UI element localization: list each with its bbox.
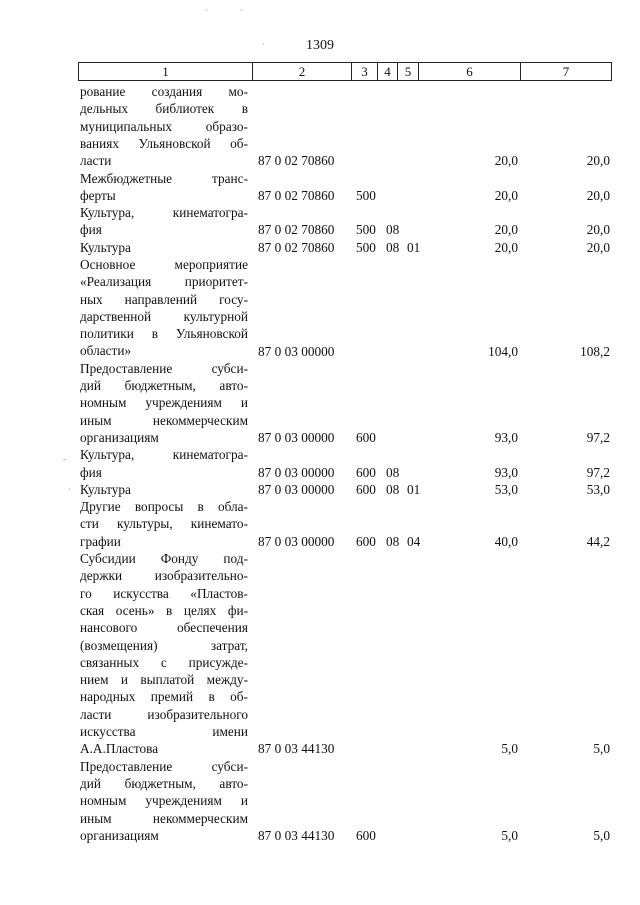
table-row bbox=[0, 498, 640, 550]
row-name-line: А.А.Пластова bbox=[80, 741, 159, 757]
row-col-2: 87 0 03 00000 bbox=[258, 429, 335, 445]
row-col-2: 87 0 03 00000 bbox=[258, 464, 335, 480]
row-name-line: Другие вопросы в обла- bbox=[80, 499, 248, 515]
row-col-6: 20,0 bbox=[494, 239, 518, 255]
row-name-line: дий бюджетным, авто- bbox=[80, 378, 248, 394]
row-name-line: Основное мероприятие bbox=[80, 257, 248, 272]
row-col-7: 44,2 bbox=[586, 533, 610, 549]
row-col-7: 20,0 bbox=[586, 153, 610, 169]
header-col-4: 4 bbox=[377, 63, 397, 80]
row-col-4: 08 bbox=[386, 533, 400, 549]
row-col-7: 53,0 bbox=[586, 481, 610, 497]
table-row bbox=[0, 550, 640, 758]
row-name-line: Межбюджетные транс- bbox=[80, 170, 248, 186]
row-name-line: Субсидии Фонду под- bbox=[80, 551, 248, 567]
table-row bbox=[0, 758, 640, 845]
row-name bbox=[80, 204, 248, 239]
row-col-7: 5,0 bbox=[593, 827, 610, 843]
row-name-line: номным учреждениям и bbox=[80, 793, 248, 809]
row-name-line: (возмещения) затрат, bbox=[80, 637, 248, 653]
row-col-6: 5,0 bbox=[501, 827, 518, 843]
row-name bbox=[80, 239, 248, 256]
row-name-line: политики в Ульяновской bbox=[80, 326, 248, 342]
row-name-line: го искусства «Пластов- bbox=[80, 585, 248, 601]
row-col-6: 40,0 bbox=[494, 533, 518, 549]
row-col-6: 20,0 bbox=[494, 222, 518, 238]
row-name-line: номным учреждениям и bbox=[80, 395, 248, 411]
row-col-6: 93,0 bbox=[494, 464, 518, 480]
row-col-4: 08 bbox=[386, 239, 400, 255]
row-col-7: 20,0 bbox=[586, 187, 610, 203]
row-name-line: Культура, кинематогра- bbox=[80, 447, 248, 463]
row-col-2: 87 0 02 70860 bbox=[258, 153, 335, 169]
row-name-line: Культура, кинематогра- bbox=[80, 205, 248, 221]
table-row bbox=[0, 83, 640, 170]
row-name-line: ская осень» в целях фи- bbox=[80, 602, 248, 618]
row-name-line: дий бюджетным, авто- bbox=[80, 775, 248, 791]
scan-speck: - bbox=[63, 455, 66, 464]
row-col-3: 600 bbox=[356, 429, 376, 445]
row-col-3: 500 bbox=[356, 222, 376, 238]
row-col-4: 08 bbox=[386, 222, 400, 238]
row-col-4: 08 bbox=[386, 464, 400, 480]
row-name-line: сти культуры, кинемато- bbox=[80, 516, 248, 532]
row-col-6: 20,0 bbox=[494, 153, 518, 169]
row-name-line: рование создания мо- bbox=[80, 84, 248, 99]
table-row bbox=[0, 239, 640, 256]
table-row bbox=[0, 446, 640, 481]
row-col-4: 08 bbox=[386, 481, 400, 497]
row-name-line: Культура bbox=[80, 239, 131, 255]
row-col-6: 20,0 bbox=[494, 187, 518, 203]
row-col-2: 87 0 02 70860 bbox=[258, 222, 335, 238]
row-col-7: 20,0 bbox=[586, 222, 610, 238]
row-name-line: «Реализация приоритет- bbox=[80, 274, 248, 290]
scan-speck: · bbox=[205, 6, 208, 15]
row-col-3: 600 bbox=[356, 481, 376, 497]
row-name-line: иным некоммерческим bbox=[80, 412, 248, 428]
row-name bbox=[80, 256, 248, 360]
table-row bbox=[0, 360, 640, 447]
row-col-6: 93,0 bbox=[494, 429, 518, 445]
row-name-line: организациям bbox=[80, 429, 159, 445]
row-col-3: 600 bbox=[356, 464, 376, 480]
table-header bbox=[78, 62, 612, 81]
row-name-line: дельных библиотек в bbox=[80, 101, 248, 117]
row-col-3: 500 bbox=[356, 187, 376, 203]
row-col-2: 87 0 03 44130 bbox=[258, 741, 335, 757]
row-name-line: держки изобразительно- bbox=[80, 568, 248, 584]
row-col-7: 97,2 bbox=[586, 429, 610, 445]
row-name-line: ласти bbox=[80, 153, 112, 169]
row-name bbox=[80, 758, 248, 844]
row-name-line: фия bbox=[80, 222, 102, 238]
header-col-1: 1 bbox=[162, 64, 169, 79]
row-name-line: Предоставление субси- bbox=[80, 360, 248, 376]
header-col-2: 2 bbox=[252, 63, 351, 80]
row-name bbox=[80, 360, 248, 446]
row-col-6: 53,0 bbox=[494, 481, 518, 497]
row-col-3: 500 bbox=[356, 239, 376, 255]
row-name-line: фия bbox=[80, 464, 102, 480]
row-col-7: 108,2 bbox=[580, 343, 610, 359]
row-col-3: 600 bbox=[356, 827, 376, 843]
row-name bbox=[80, 550, 248, 758]
row-name-line: народных премий в об- bbox=[80, 689, 248, 705]
table-row bbox=[0, 204, 640, 239]
row-name-line: иным некоммерческим bbox=[80, 810, 248, 826]
scan-speck: · bbox=[262, 40, 265, 49]
row-name-line: ферты bbox=[80, 187, 116, 203]
row-col-5: 04 bbox=[407, 533, 421, 549]
row-col-5: 01 bbox=[407, 239, 421, 255]
row-col-7: 97,2 bbox=[586, 464, 610, 480]
row-name-line: Предоставление субси- bbox=[80, 758, 248, 774]
row-name-line: Культура bbox=[80, 481, 131, 497]
page-number: 1309 bbox=[306, 38, 334, 53]
row-col-3: 600 bbox=[356, 533, 376, 549]
header-col-7: 7 bbox=[520, 63, 611, 80]
table-row bbox=[0, 481, 640, 498]
row-col-2: 87 0 02 70860 bbox=[258, 187, 335, 203]
row-col-7: 5,0 bbox=[593, 741, 610, 757]
row-name bbox=[80, 498, 248, 550]
row-col-7: 20,0 bbox=[586, 239, 610, 255]
row-name-line: нием и выплатой между- bbox=[80, 672, 248, 688]
row-name bbox=[80, 446, 248, 481]
row-col-6: 104,0 bbox=[488, 343, 518, 359]
row-col-2: 87 0 03 00000 bbox=[258, 343, 335, 359]
scan-speck: · bbox=[240, 6, 243, 15]
row-name bbox=[80, 83, 248, 169]
row-col-2: 87 0 03 44130 bbox=[258, 827, 335, 843]
row-name-line: ваниях Ульяновской об- bbox=[80, 135, 248, 151]
table-row bbox=[0, 170, 640, 205]
row-name bbox=[80, 481, 248, 498]
header-col-3: 3 bbox=[351, 63, 377, 80]
row-col-2: 87 0 02 70860 bbox=[258, 239, 335, 255]
row-name-line: организациям bbox=[80, 827, 159, 843]
row-name-line: графии bbox=[80, 533, 121, 549]
row-col-6: 5,0 bbox=[501, 741, 518, 757]
scan-speck: · bbox=[68, 485, 71, 494]
header-col-5: 5 bbox=[397, 63, 418, 80]
row-name-line: связанных с присужде- bbox=[80, 654, 248, 670]
row-name-line: муниципальных образо- bbox=[80, 118, 248, 134]
row-col-2: 87 0 03 00000 bbox=[258, 533, 335, 549]
row-name-line: ных направлений госу- bbox=[80, 291, 248, 307]
row-name bbox=[80, 170, 248, 205]
row-name-line: искусства имени bbox=[80, 724, 248, 740]
row-name-line: области» bbox=[80, 343, 132, 359]
row-col-2: 87 0 03 00000 bbox=[258, 481, 335, 497]
table-row bbox=[0, 256, 640, 360]
row-name-line: ласти изобразительного bbox=[80, 706, 248, 722]
row-col-5: 01 bbox=[407, 481, 421, 497]
header-col-6: 6 bbox=[418, 63, 520, 80]
row-name-line: нансового обеспечения bbox=[80, 620, 248, 636]
row-name-line: дарственной культурной bbox=[80, 308, 248, 324]
